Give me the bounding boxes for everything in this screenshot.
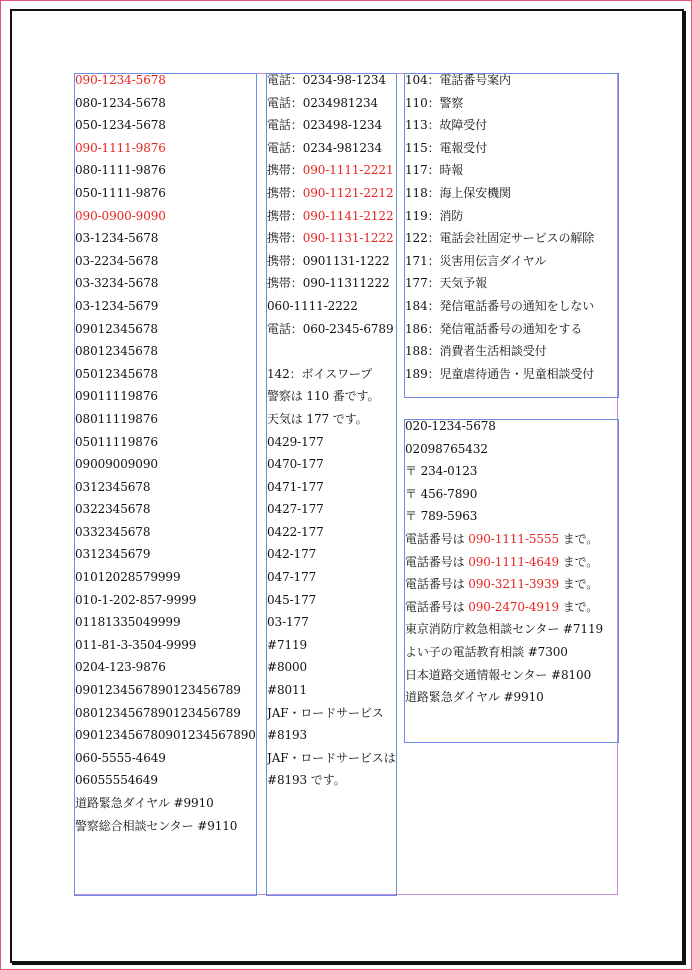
text-run: 携帯：090-11311222 <box>267 276 390 291</box>
text-line <box>75 137 256 160</box>
text-run: #8193 です。 <box>267 773 346 788</box>
text-run: 電話：0234981234 <box>267 95 379 110</box>
text-frame-1[interactable] <box>74 73 257 896</box>
text-line <box>75 92 256 115</box>
text-line <box>267 769 396 792</box>
text-line <box>75 769 256 792</box>
text-line <box>75 408 256 431</box>
text-line <box>75 318 256 341</box>
text-line <box>267 295 396 318</box>
text-run: 020-1234-5678 <box>405 419 496 433</box>
text-line <box>267 498 396 521</box>
text-run: 050-1234-5678 <box>75 118 166 133</box>
text-line <box>405 295 618 318</box>
text-line <box>75 205 256 228</box>
text-line <box>405 438 618 461</box>
text-run: まで。 <box>559 599 599 614</box>
text-run: 01012028579999 <box>75 570 181 585</box>
text-run: 110：警察 <box>405 95 464 110</box>
text-run: 0471-177 <box>267 479 324 494</box>
text-run: 177：天気予報 <box>405 276 488 291</box>
text-line <box>267 634 396 657</box>
text-line <box>267 272 396 295</box>
text-line <box>267 431 396 454</box>
text-line <box>405 573 618 596</box>
text-line <box>267 137 396 160</box>
text-line <box>405 419 618 438</box>
text-run: 携帯： <box>267 185 303 200</box>
text-line <box>405 92 618 115</box>
text-line <box>75 521 256 544</box>
text-run: 115：電報受付 <box>405 140 488 155</box>
text-run: 117：時報 <box>405 163 464 178</box>
text-line <box>405 73 618 92</box>
text-line <box>267 340 396 363</box>
text-line <box>75 792 256 815</box>
text-line <box>75 182 256 205</box>
text-line <box>75 385 256 408</box>
highlighted-number: 090-1111-9876 <box>75 140 166 155</box>
text-run: 〒 234-0123 <box>405 464 478 479</box>
text-line <box>405 227 618 250</box>
text-line <box>267 114 396 137</box>
text-line <box>75 272 256 295</box>
text-run: 06055554649 <box>75 773 158 788</box>
text-line <box>267 227 396 250</box>
text-run: 電話番号は <box>405 531 469 546</box>
highlighted-number: 090-3211-3939 <box>468 577 560 592</box>
text-line <box>267 318 396 341</box>
text-lines <box>267 73 396 792</box>
text-run: 01181335049999 <box>75 615 181 630</box>
text-line <box>405 272 618 295</box>
text-run: 道路緊急ダイヤル #9910 <box>75 796 214 810</box>
text-line <box>75 363 256 386</box>
text-line <box>405 686 618 709</box>
text-line <box>267 656 396 679</box>
text-line <box>405 551 618 574</box>
text-run: 天気は 177 です。 <box>267 411 368 426</box>
text-line <box>267 250 396 273</box>
text-run: 電話：0234-98-1234 <box>267 73 386 87</box>
text-run: 携帯： <box>267 231 303 246</box>
text-line <box>267 92 396 115</box>
text-run: 122：電話会社固定サービスの解除 <box>405 231 595 246</box>
text-run: 携帯：0901131-1222 <box>267 253 390 268</box>
text-run: #7119 <box>267 637 308 652</box>
text-line <box>75 566 256 589</box>
text-line <box>75 656 256 679</box>
text-run: 0312345679 <box>75 547 151 562</box>
text-run: 118：海上保安機関 <box>405 185 511 200</box>
text-run: 010-1-202-857-9999 <box>75 592 197 607</box>
text-run: 0312345678 <box>75 479 151 494</box>
text-run: 050-1111-9876 <box>75 185 166 200</box>
text-line <box>267 702 396 725</box>
text-run: 142：ボイスワープ <box>267 366 373 381</box>
highlighted-number: 090-1111-5555 <box>468 531 560 546</box>
text-run: JAF・ロードサービス <box>267 705 384 720</box>
text-run: #8011 <box>267 683 308 698</box>
text-line <box>267 589 396 612</box>
highlighted-number: 090-1141-2122 <box>302 208 394 223</box>
text-line <box>75 250 256 273</box>
text-line <box>75 747 256 770</box>
text-run: 携帯： <box>267 208 303 223</box>
text-run: 09009009090 <box>75 457 158 472</box>
text-run: #8000 <box>267 660 308 675</box>
text-line <box>405 182 618 205</box>
text-line <box>405 528 618 551</box>
text-line <box>75 724 256 747</box>
text-line <box>267 543 396 566</box>
text-run: 0322345678 <box>75 502 151 517</box>
text-run: 104：電話番号案内 <box>405 73 511 87</box>
text-line <box>75 114 256 137</box>
text-run: 道路緊急ダイヤル #9910 <box>405 690 544 705</box>
text-run: 060-5555-4649 <box>75 750 166 765</box>
text-run: #8193 <box>267 728 308 743</box>
text-line <box>405 159 618 182</box>
text-lines <box>75 73 256 837</box>
text-run: 携帯： <box>267 163 303 178</box>
highlighted-number: 090-1234-5678 <box>75 73 166 87</box>
text-run: 042-177 <box>267 547 317 562</box>
highlighted-number: 090-1111-2221 <box>302 163 394 178</box>
text-line <box>267 566 396 589</box>
highlighted-number: 090-1111-4649 <box>468 554 560 569</box>
text-line <box>405 596 618 619</box>
text-run: 警察総合相談センター #9110 <box>75 818 238 833</box>
text-run: 電話：023498-1234 <box>267 118 383 133</box>
highlighted-number: 090-1131-1222 <box>302 231 394 246</box>
text-line <box>405 250 618 273</box>
text-run: 05011119876 <box>75 434 158 449</box>
text-run: 0427-177 <box>267 502 324 517</box>
text-line <box>405 363 618 386</box>
text-run: 03-1234-5678 <box>75 231 159 246</box>
text-line <box>405 460 618 483</box>
text-line <box>267 521 396 544</box>
text-run: まで。 <box>559 577 599 592</box>
text-frame-4[interactable] <box>404 419 619 743</box>
text-run: 03-3234-5678 <box>75 276 159 291</box>
text-lines <box>405 419 618 709</box>
text-line <box>75 295 256 318</box>
text-run: 08011119876 <box>75 411 158 426</box>
text-line <box>75 589 256 612</box>
text-line <box>267 159 396 182</box>
text-line <box>75 227 256 250</box>
text-run: 0422-177 <box>267 524 324 539</box>
text-frame-2[interactable] <box>266 73 397 896</box>
text-run: 電話：060-2345-6789 <box>267 321 394 336</box>
text-run: 060-1111-2222 <box>267 298 358 313</box>
text-line <box>267 611 396 634</box>
text-run: 189：児童虐待通告・児童相談受付 <box>405 366 595 381</box>
text-run: 0332345678 <box>75 524 151 539</box>
text-run: 0470-177 <box>267 457 324 472</box>
text-line <box>405 114 618 137</box>
text-run: 日本道路交通情報センター #8100 <box>405 667 592 682</box>
text-run: 警察は 110 番です。 <box>267 389 380 404</box>
text-run: 0801234567890123456789 <box>75 705 241 720</box>
text-run: 03-177 <box>267 615 309 630</box>
text-run: 電話番号は <box>405 599 469 614</box>
text-run: 電話番号は <box>405 554 469 569</box>
text-line <box>267 408 396 431</box>
text-run: まで。 <box>559 531 599 546</box>
text-run: 03-2234-5678 <box>75 253 159 268</box>
text-line <box>75 453 256 476</box>
text-line <box>75 815 256 838</box>
text-run: JAF・ロードサービスは <box>267 750 396 765</box>
text-frame-3[interactable] <box>404 73 619 398</box>
text-run: 186：発信電話番号の通知をする <box>405 321 583 336</box>
text-line <box>267 476 396 499</box>
text-line <box>267 385 396 408</box>
highlighted-number: 090-0900-9090 <box>75 208 166 223</box>
text-run: 03-1234-5679 <box>75 298 159 313</box>
text-run: 119：消防 <box>405 208 464 223</box>
text-run: 113：故障受付 <box>405 118 488 133</box>
text-run: 080-1111-9876 <box>75 163 166 178</box>
text-run: よい子の電話教育相談 #7300 <box>405 644 568 659</box>
text-line <box>75 543 256 566</box>
text-line <box>75 73 256 92</box>
text-line <box>267 724 396 747</box>
text-run: 011-81-3-3504-9999 <box>75 637 197 652</box>
text-line <box>75 431 256 454</box>
text-line <box>267 747 396 770</box>
text-run: 188：消費者生活相談受付 <box>405 344 547 359</box>
text-run: 09012345678 <box>75 321 158 336</box>
text-line <box>267 363 396 386</box>
text-line <box>405 505 618 528</box>
text-line <box>405 641 618 664</box>
text-line <box>75 159 256 182</box>
text-run: 047-177 <box>267 570 317 585</box>
text-run: 0204-123-9876 <box>75 660 166 675</box>
text-run: 05012345678 <box>75 366 158 381</box>
text-run: 0901234567890123456789 <box>75 683 241 698</box>
text-run: 東京消防庁救急相談センター #7119 <box>405 622 604 637</box>
text-line <box>75 611 256 634</box>
text-line <box>267 205 396 228</box>
text-run: 08012345678 <box>75 344 158 359</box>
text-line <box>405 340 618 363</box>
text-run: 電話：0234-981234 <box>267 140 383 155</box>
text-line <box>75 634 256 657</box>
text-run: まで。 <box>559 554 599 569</box>
text-line <box>405 664 618 687</box>
text-line <box>75 702 256 725</box>
text-run: 電話番号は <box>405 577 469 592</box>
text-run: 080-1234-5678 <box>75 95 166 110</box>
text-line <box>267 679 396 702</box>
text-run: 184：発信電話番号の通知をしない <box>405 298 595 313</box>
text-run: 171：災害用伝言ダイヤル <box>405 253 547 268</box>
text-run: 09011119876 <box>75 389 158 404</box>
text-line <box>75 679 256 702</box>
text-run: 〒 789-5963 <box>405 509 478 524</box>
text-line <box>405 205 618 228</box>
text-run: 045-177 <box>267 592 317 607</box>
text-line <box>267 182 396 205</box>
text-line <box>405 318 618 341</box>
text-line <box>405 483 618 506</box>
text-line <box>267 453 396 476</box>
highlighted-number: 090-2470-4919 <box>468 599 560 614</box>
text-run: 〒 456-7890 <box>405 486 478 501</box>
highlighted-number: 090-1121-2212 <box>302 185 394 200</box>
text-line <box>75 476 256 499</box>
text-line <box>405 618 618 641</box>
text-line <box>75 340 256 363</box>
text-lines <box>405 73 618 385</box>
text-run: 0429-177 <box>267 434 324 449</box>
text-run: 090123456780901234567890 <box>75 728 256 743</box>
text-line <box>405 137 618 160</box>
text-run: 02098765432 <box>405 441 488 456</box>
text-line <box>75 498 256 521</box>
text-line <box>267 73 396 92</box>
